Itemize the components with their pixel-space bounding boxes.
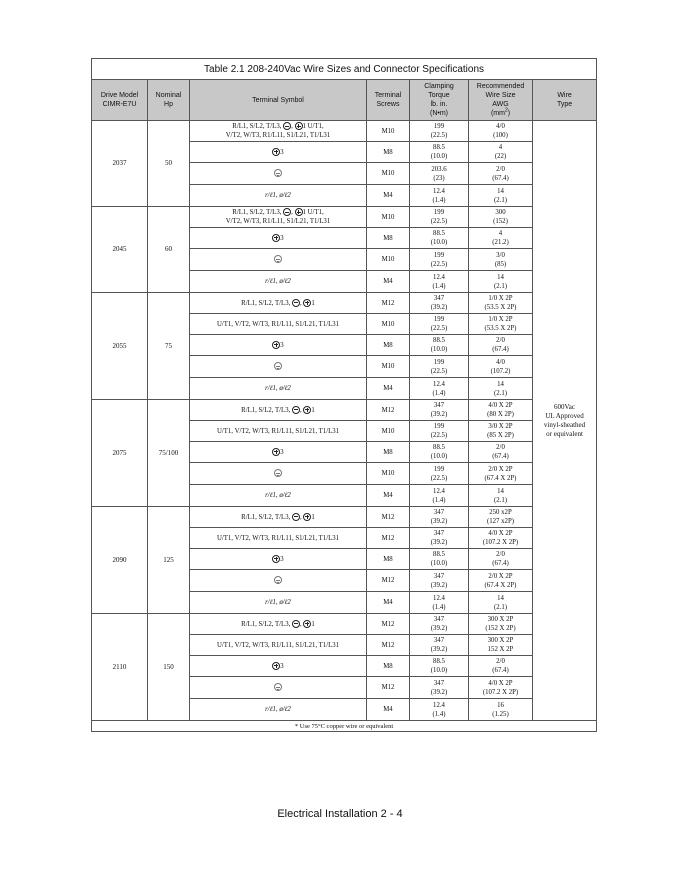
terminal-screw-cell: M12 — [367, 507, 410, 528]
plus-terminal-icon — [272, 148, 280, 156]
clamping-torque-cell: 88.5 (10.0) — [410, 656, 469, 677]
terminal-screw-cell: M8 — [367, 228, 410, 249]
terminal-symbol-cell: 3 — [190, 549, 367, 570]
clamping-torque-cell: 347 (39.2) — [410, 614, 469, 635]
terminal-symbol-cell — [190, 570, 367, 592]
plus-terminal-icon — [303, 513, 311, 521]
wire-size-cell: 2/0 (67.4) — [469, 335, 533, 356]
plus-terminal-icon — [303, 620, 311, 628]
nominal-hp-cell: 125 — [148, 507, 190, 614]
drive-model-cell: 2075 — [92, 400, 148, 507]
clamping-torque-cell: 88.5 (10.0) — [410, 549, 469, 570]
terminal-screw-cell: M10 — [367, 356, 410, 378]
terminal-symbol-cell: r/ℓ1, ø/ℓ2 — [190, 592, 367, 614]
terminal-screw-cell: M4 — [367, 592, 410, 614]
terminal-symbol-cell: r/ℓ1, ø/ℓ2 — [190, 185, 367, 207]
clamping-torque-cell: 12.4 (1.4) — [410, 699, 469, 721]
plus-terminal-icon — [272, 234, 280, 242]
table-footnote: * Use 75°C copper wire or equivalent — [92, 721, 597, 732]
wire-size-cell: 3/0 X 2P (85 X 2P) — [469, 421, 533, 442]
terminal-symbol-cell: U/T1, V/T2, W/T3, R1/L11, S1/L21, T1/L31 — [190, 314, 367, 335]
terminal-symbol-cell: R/L1, S/L2, T/L3, , 1 U/T1, V/T2, W/T3, R1/L11, S1/L21, T1/L31 — [190, 121, 367, 142]
clamping-torque-cell: 88.5 (10.0) — [410, 442, 469, 463]
clamping-torque-cell: 199 (22.5) — [410, 121, 469, 142]
wire-size-cell: 14 (2.1) — [469, 185, 533, 207]
plus-terminal-icon — [272, 448, 280, 456]
wire-size-cell: 1/0 X 2P (53.5 X 2P) — [469, 314, 533, 335]
minus-terminal-icon — [283, 122, 291, 130]
terminal-screw-cell: M10 — [367, 463, 410, 485]
drive-model-cell: 2110 — [92, 614, 148, 721]
terminal-screw-cell: M10 — [367, 207, 410, 228]
terminal-screw-cell: M4 — [367, 485, 410, 507]
wire-type-cell: 600Vac UL Approved vinyl-sheathed or equivalent — [533, 121, 597, 721]
clamping-torque-cell: 12.4 (1.4) — [410, 592, 469, 614]
terminal-screw-cell: M10 — [367, 421, 410, 442]
minus-terminal-icon — [292, 620, 300, 628]
header-drive-model: Drive Model CIMR-E7U — [92, 80, 148, 121]
page-footer: Electrical Installation 2 - 4 — [277, 808, 403, 820]
terminal-screw-cell: M12 — [367, 677, 410, 699]
terminal-symbol-cell: 3 — [190, 335, 367, 356]
clamping-torque-cell: 88.5 (10.0) — [410, 142, 469, 163]
drive-model-cell: 2055 — [92, 293, 148, 400]
ground-terminal-icon — [274, 255, 282, 263]
terminal-symbol-cell: U/T1, V/T2, W/T3, R1/L11, S1/L21, T1/L31 — [190, 528, 367, 549]
clamping-torque-cell: 12.4 (1.4) — [410, 185, 469, 207]
clamping-torque-cell: 347 (39.2) — [410, 635, 469, 656]
wire-size-cell: 2/0 X 2P (67.4 X 2P) — [469, 570, 533, 592]
wire-size-cell: 300 (152) — [469, 207, 533, 228]
terminal-symbol-cell — [190, 163, 367, 185]
wire-size-cell: 2/0 X 2P (67.4 X 2P) — [469, 463, 533, 485]
table-row — [92, 293, 597, 314]
clamping-torque-cell: 199 (22.5) — [410, 421, 469, 442]
wire-size-cell: 2/0 (67.4) — [469, 549, 533, 570]
wire-size-cell: 14 (2.1) — [469, 271, 533, 293]
clamping-torque-cell: 12.4 (1.4) — [410, 485, 469, 507]
terminal-symbol-cell: U/T1, V/T2, W/T3, R1/L11, S1/L21, T1/L31 — [190, 635, 367, 656]
terminal-screw-cell: M10 — [367, 249, 410, 271]
table-title: Table 2.1 208-240Vac Wire Sizes and Connector Specifications — [92, 59, 597, 80]
clamping-torque-cell: 347 (39.2) — [410, 677, 469, 699]
clamping-torque-cell: 88.5 (10.0) — [410, 335, 469, 356]
clamping-torque-cell: 199 (22.5) — [410, 463, 469, 485]
terminal-screw-cell: M8 — [367, 656, 410, 677]
terminal-symbol-cell: 3 — [190, 656, 367, 677]
wire-size-cell: 4 (22) — [469, 142, 533, 163]
clamping-torque-cell: 12.4 (1.4) — [410, 378, 469, 400]
terminal-screw-cell: M10 — [367, 163, 410, 185]
plus-terminal-icon — [295, 208, 303, 216]
terminal-screw-cell: M12 — [367, 570, 410, 592]
terminal-symbol-cell — [190, 677, 367, 699]
nominal-hp-cell: 50 — [148, 121, 190, 207]
clamping-torque-cell: 199 (22.5) — [410, 249, 469, 271]
minus-terminal-icon — [292, 406, 300, 414]
header-wire-size: Recommended Wire Size AWG $(mm^2)$ — [469, 80, 533, 121]
terminal-symbol-cell: r/ℓ1, ø/ℓ2 — [190, 271, 367, 293]
terminal-screw-cell: M8 — [367, 335, 410, 356]
terminal-screw-cell: M12 — [367, 293, 410, 314]
terminal-screw-cell: M12 — [367, 528, 410, 549]
clamping-torque-cell: 199 (22.5) — [410, 207, 469, 228]
terminal-symbol-cell: 3 — [190, 142, 367, 163]
wire-size-cell: 2/0 (67.4) — [469, 656, 533, 677]
plus-terminal-icon — [272, 555, 280, 563]
wire-size-cell: 14 (2.1) — [469, 378, 533, 400]
ground-terminal-icon — [274, 683, 282, 691]
wire-size-cell: 1/0 X 2P (53.5 X 2P) — [469, 293, 533, 314]
table-header-row — [92, 80, 597, 121]
table-row — [92, 121, 597, 142]
terminal-symbol-cell: 3 — [190, 228, 367, 249]
table-row — [92, 614, 597, 635]
terminal-symbol-cell — [190, 356, 367, 378]
table-body — [92, 121, 597, 721]
clamping-torque-cell: 347 (39.2) — [410, 507, 469, 528]
plus-terminal-icon — [303, 299, 311, 307]
clamping-torque-cell: 12.4 (1.4) — [410, 271, 469, 293]
clamping-torque-cell: 199 (22.5) — [410, 356, 469, 378]
drive-model-cell: 2045 — [92, 207, 148, 293]
plus-terminal-icon — [272, 341, 280, 349]
nominal-hp-cell: 150 — [148, 614, 190, 721]
terminal-screw-cell: M10 — [367, 121, 410, 142]
drive-model-cell: 2090 — [92, 507, 148, 614]
ground-terminal-icon — [274, 469, 282, 477]
clamping-torque-cell: 347 (39.2) — [410, 570, 469, 592]
table-row — [92, 400, 597, 421]
wire-size-cell: 300 X 2P (152 X 2P) — [469, 614, 533, 635]
plus-terminal-icon — [295, 122, 303, 130]
terminal-screw-cell: M8 — [367, 549, 410, 570]
wire-size-cell: 4/0 (107.2) — [469, 356, 533, 378]
terminal-symbol-cell: U/T1, V/T2, W/T3, R1/L11, S1/L21, T1/L31 — [190, 421, 367, 442]
header-wire-type: Wire Type — [533, 80, 597, 121]
terminal-symbol-cell: R/L1, S/L2, T/L3, , 1 — [190, 293, 367, 314]
terminal-screw-cell: M10 — [367, 314, 410, 335]
header-terminal-symbol: Terminal Symbol — [190, 80, 367, 121]
header-terminal-screws: Terminal Screws — [367, 80, 410, 121]
terminal-screw-cell: M12 — [367, 635, 410, 656]
drive-model-cell: 2037 — [92, 121, 148, 207]
wire-size-cell: 14 (2.1) — [469, 592, 533, 614]
header-clamping-torque: Clamping Torque lb. in. (N•m) — [410, 80, 469, 121]
wire-size-cell: 2/0 (67.4) — [469, 442, 533, 463]
table-row — [92, 207, 597, 228]
terminal-screw-cell: M4 — [367, 271, 410, 293]
clamping-torque-cell: 203.6 (23) — [410, 163, 469, 185]
terminal-screw-cell: M12 — [367, 400, 410, 421]
wire-size-cell: 14 (2.1) — [469, 485, 533, 507]
table-row — [92, 507, 597, 528]
terminal-screw-cell: M8 — [367, 442, 410, 463]
wire-size-cell: 4/0 X 2P (80 X 2P) — [469, 400, 533, 421]
wire-size-cell: 4/0 X 2P (107.2 X 2P) — [469, 528, 533, 549]
terminal-symbol-cell: r/ℓ1, ø/ℓ2 — [190, 485, 367, 507]
wire-size-cell: 3/0 (85) — [469, 249, 533, 271]
wire-size-cell: 2/0 (67.4) — [469, 163, 533, 185]
terminal-screw-cell: M4 — [367, 378, 410, 400]
terminal-symbol-cell: R/L1, S/L2, T/L3, , 1 U/T1, V/T2, W/T3, R1/L11, S1/L21, T1/L31 — [190, 207, 367, 228]
wire-size-cell: 300 X 2P 152 X 2P — [469, 635, 533, 656]
clamping-torque-cell: 88.5 (10.0) — [410, 228, 469, 249]
ground-terminal-icon — [274, 362, 282, 370]
nominal-hp-cell: 60 — [148, 207, 190, 293]
terminal-symbol-cell: R/L1, S/L2, T/L3, , 1 — [190, 614, 367, 635]
terminal-symbol-cell: r/ℓ1, ø/ℓ2 — [190, 378, 367, 400]
minus-terminal-icon — [292, 513, 300, 521]
ground-terminal-icon — [274, 576, 282, 584]
nominal-hp-cell: 75 — [148, 293, 190, 400]
terminal-symbol-cell: R/L1, S/L2, T/L3, , 1 — [190, 507, 367, 528]
clamping-torque-cell: 347 (39.2) — [410, 528, 469, 549]
ground-terminal-icon — [274, 169, 282, 177]
minus-terminal-icon — [292, 299, 300, 307]
clamping-torque-cell: 347 (39.2) — [410, 400, 469, 421]
terminal-symbol-cell — [190, 249, 367, 271]
minus-terminal-icon — [283, 208, 291, 216]
plus-terminal-icon — [303, 406, 311, 414]
terminal-symbol-cell: 3 — [190, 442, 367, 463]
terminal-screw-cell: M4 — [367, 699, 410, 721]
plus-terminal-icon — [272, 662, 280, 670]
wire-size-table — [91, 58, 597, 732]
wire-size-cell: 250 x2P (127 x2P) — [469, 507, 533, 528]
header-nominal-hp: Nominal Hp — [148, 80, 190, 121]
wire-size-cell: 16 (1.25) — [469, 699, 533, 721]
terminal-symbol-cell: R/L1, S/L2, T/L3, , 1 — [190, 400, 367, 421]
wire-size-cell: 4/0 (100) — [469, 121, 533, 142]
terminal-symbol-cell: r/ℓ1, ø/ℓ2 — [190, 699, 367, 721]
nominal-hp-cell: 75/100 — [148, 400, 190, 507]
clamping-torque-cell: 199 (22.5) — [410, 314, 469, 335]
wire-size-table-container — [91, 58, 596, 732]
wire-size-cell: 4/0 X 2P (107.2 X 2P) — [469, 677, 533, 699]
terminal-screw-cell: M12 — [367, 614, 410, 635]
terminal-screw-cell: M8 — [367, 142, 410, 163]
terminal-symbol-cell — [190, 463, 367, 485]
wire-size-cell: 4 (21.2) — [469, 228, 533, 249]
clamping-torque-cell: 347 (39.2) — [410, 293, 469, 314]
terminal-screw-cell: M4 — [367, 185, 410, 207]
